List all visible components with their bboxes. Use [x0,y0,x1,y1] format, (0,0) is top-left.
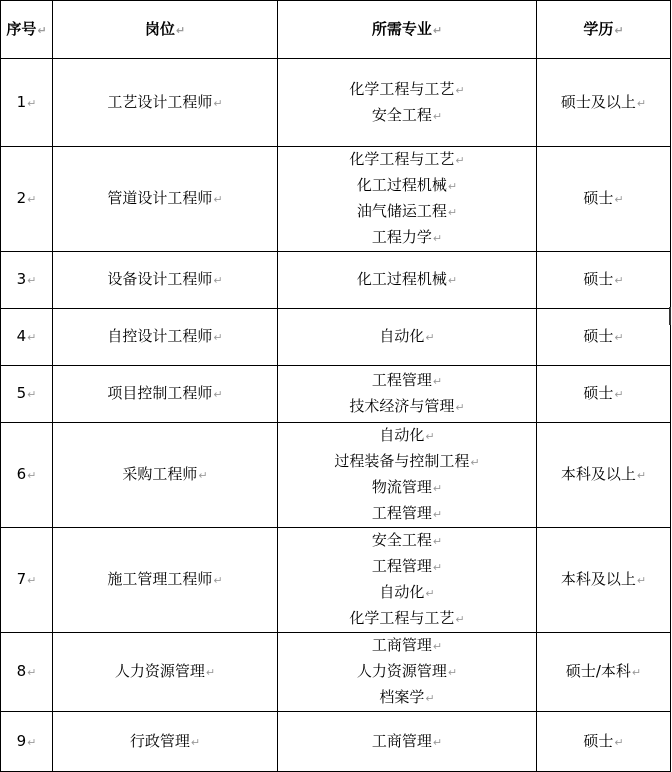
major-line [278,368,536,394]
major-name: 自动化 [379,583,425,601]
paragraph-mark: ↵ [213,331,223,344]
paragraph-mark: ↵ [455,154,465,167]
row-education-cell [537,147,671,252]
paragraph-mark: ↵ [432,508,443,521]
table-row [1,252,671,309]
paragraph-mark: ↵ [432,735,443,749]
paragraph-mark: ↵ [432,232,443,245]
row-education-cell [537,423,671,528]
major-name: 安全工程 [371,531,432,549]
row-number: 7 [16,570,27,588]
major-line [278,501,536,527]
paragraph-mark: ↵ [213,96,223,110]
row-major-cell [278,59,537,147]
paragraph-mark: ↵ [447,274,458,287]
header-num: 序号↵ [1,1,53,59]
row-number: 8 [16,662,27,680]
paragraph-mark: ↵ [213,574,223,587]
major-name: 工程力学 [371,228,432,246]
table-row [1,366,671,423]
paragraph-mark: ↵ [636,469,647,482]
paragraph-mark: ↵ [432,535,443,548]
position-name: 工艺设计工程师 [107,92,213,111]
major-name: 安全工程 [371,105,432,124]
paragraph-mark: ↵ [614,735,624,749]
major-line [278,659,536,685]
paragraph-mark: ↵ [27,388,37,401]
major-name: 档案学 [379,688,425,706]
row-position-cell [53,528,278,633]
row-major-cell [278,366,537,423]
row-position-cell [53,633,278,712]
major-line [278,225,536,251]
major-line [278,685,536,711]
major-line [278,423,536,449]
major-line [278,394,536,420]
major-name: 化学工程与工艺 [349,609,455,627]
row-num-cell [1,309,53,366]
paragraph-mark: ↵ [455,83,465,97]
major-line [278,475,536,501]
major-line [278,528,536,554]
education-level: 本科及以上 [560,465,636,483]
row-num-cell [1,252,53,309]
row-number: 4 [16,327,27,345]
major-name: 油气储运工程 [356,202,447,220]
major-name: 人力资源管理 [356,662,447,680]
paragraph-mark: ↵ [432,482,443,495]
paragraph-mark: ↵ [455,613,465,626]
paragraph-mark: ↵ [27,574,37,587]
major-line [278,199,536,225]
row-education-cell [537,633,671,712]
row-major-cell [278,252,537,309]
paragraph-mark: ↵ [614,331,624,344]
paragraph-mark: ↵ [432,640,443,653]
row-position-cell [53,423,278,528]
major-name: 工程管理 [371,371,432,389]
education-level: 硕士 [583,270,614,288]
paragraph-mark: ↵ [447,180,458,193]
paragraph-mark: ↵ [213,274,223,287]
position-name: 施工管理工程师 [107,570,213,588]
row-num-cell [1,366,53,423]
row-position-cell [53,712,278,772]
education-level: 硕士 [583,189,614,207]
major-line [278,103,536,129]
major-name: 工程管理 [371,557,432,575]
row-education-cell [537,366,671,423]
table-row [1,423,671,528]
major-name: 过程装备与控制工程 [334,452,470,470]
position-name: 项目控制工程师 [107,384,213,402]
major-line [278,173,536,199]
major-name: 工程管理 [371,504,432,522]
table-row [1,59,671,147]
paragraph-mark: ↵ [432,109,443,123]
education-level: 硕士 [583,731,614,750]
major-name: 技术经济与管理 [349,397,455,415]
major-line [278,147,536,173]
row-number: 6 [16,465,27,483]
paragraph-mark: ↵ [27,735,37,749]
major-name: 自动化 [379,327,425,345]
row-num-cell [1,528,53,633]
table-row [1,712,671,772]
major-name: 化工过程机械 [356,176,447,194]
row-num-cell [1,147,53,252]
paragraph-mark: ↵ [27,274,37,287]
paragraph-mark: ↵ [432,375,443,388]
table-header-row [1,1,671,59]
row-num-cell [1,423,53,528]
row-major-cell [278,528,537,633]
major-name: 工商管理 [371,731,432,750]
row-num-cell [1,633,53,712]
row-position-cell [53,252,278,309]
row-education-cell [537,712,671,772]
row-major-cell [278,309,537,366]
table-row [1,633,671,712]
row-number: 3 [16,270,27,288]
paragraph-mark: ↵ [213,193,223,206]
row-education-cell [537,252,671,309]
paragraph-mark: ↵ [213,388,223,401]
table-body [1,59,671,772]
major-line [278,267,536,293]
row-major-cell [278,633,537,712]
major-name: 化学工程与工艺 [349,79,455,98]
education-level: 硕士 [583,327,614,345]
paragraph-mark: ↵ [636,96,647,110]
paragraph-mark: ↵ [198,469,208,482]
header-major: 所需专业↵ [278,1,537,59]
row-position-cell [53,366,278,423]
position-name: 人力资源管理 [114,662,205,680]
row-num-cell [1,712,53,772]
header-education: 学历↵ [537,1,671,59]
row-education-cell [537,528,671,633]
major-line [278,554,536,580]
paragraph-mark: ↵ [205,666,216,679]
cursor-marker [669,307,671,325]
paragraph-mark: ↵ [27,331,37,344]
paragraph-mark: ↵ [27,193,37,206]
paragraph-mark: ↵ [425,430,435,443]
row-major-cell [278,423,537,528]
row-position-cell [53,309,278,366]
table-row [1,309,671,366]
position-name: 行政管理 [129,731,190,750]
paragraph-mark: ↵ [27,96,37,110]
paragraph-mark: ↵ [455,401,465,414]
table-row [1,528,671,633]
paragraph-mark: ↵ [614,274,624,287]
paragraph-mark: ↵ [425,692,435,705]
major-name: 化工过程机械 [356,270,447,288]
row-number: 1 [16,92,27,111]
major-line [278,77,536,103]
paragraph-mark: ↵ [27,666,37,679]
header-position: 岗位↵ [53,1,278,59]
major-name: 化学工程与工艺 [349,150,455,168]
row-number: 2 [16,189,27,207]
paragraph-mark: ↵ [631,666,642,679]
paragraph-mark: ↵ [636,574,647,587]
row-number: 9 [16,731,27,750]
paragraph-mark: ↵ [425,587,435,600]
row-major-cell [278,712,537,772]
major-line [278,324,536,350]
major-line [278,449,536,475]
row-position-cell [53,59,278,147]
major-line [278,729,536,755]
education-level: 本科及以上 [560,570,636,588]
education-level: 硕士及以上 [560,92,636,111]
paragraph-mark: ↵ [27,469,37,482]
major-name: 物流管理 [371,478,432,496]
position-name: 自控设计工程师 [107,327,213,345]
paragraph-mark: ↵ [447,666,458,679]
position-name: 管道设计工程师 [107,189,213,207]
education-level: 硕士/本科 [565,662,631,680]
row-number: 5 [16,384,27,402]
major-line [278,580,536,606]
major-name: 自动化 [379,426,425,444]
major-line [278,606,536,632]
paragraph-mark: ↵ [190,735,201,749]
paragraph-mark: ↵ [432,561,443,574]
paragraph-mark: ↵ [614,388,624,401]
paragraph-mark: ↵ [425,331,435,344]
paragraph-mark: ↵ [470,456,480,469]
paragraph-mark: ↵ [447,206,458,219]
education-level: 硕士 [583,384,614,402]
position-name: 采购工程师 [122,465,198,483]
position-name: 设备设计工程师 [107,270,213,288]
major-name: 工商管理 [371,636,432,654]
major-line [278,633,536,659]
row-major-cell [278,147,537,252]
row-position-cell [53,147,278,252]
row-education-cell [537,309,671,366]
row-num-cell [1,59,53,147]
paragraph-mark: ↵ [614,193,624,206]
table-row [1,147,671,252]
row-education-cell [537,59,671,147]
